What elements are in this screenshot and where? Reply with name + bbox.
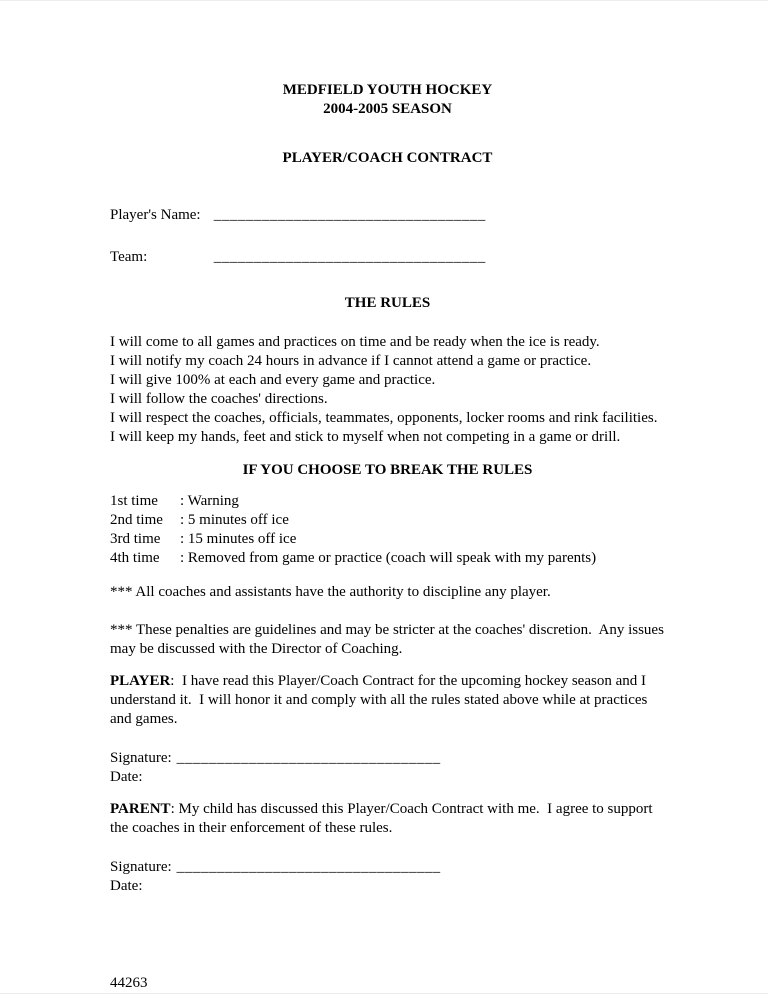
penalty-time: 4th time <box>110 550 160 566</box>
parent-agreement-paragraph <box>110 800 665 838</box>
penalty-desc: : Warning <box>180 493 239 509</box>
parent-date-label: Date: <box>110 878 143 894</box>
penalty-time: 1st time <box>110 493 158 509</box>
player-agreement-paragraph <box>110 672 665 729</box>
parent-signature-row <box>110 858 665 877</box>
parent-agreement-text: : My child has discussed this Player/Coach Contract with me. I agree to support the coaches in their enforcement of these rules. <box>110 801 657 836</box>
note-guidelines: *** These penalties are guidelines and may be stricter at the coaches' discretion. Any issues may be discussed with the Director of Coaching. <box>110 622 668 657</box>
parent-signature-block <box>110 858 665 896</box>
penalty-row <box>110 549 665 568</box>
penalty-time: 2nd time <box>110 512 163 528</box>
document-title-line1: MEDFIELD YOUTH HOCKEY <box>282 82 493 98</box>
rule-line: I will follow the coaches' directions. <box>110 391 328 407</box>
parent-label: PARENT <box>110 801 171 817</box>
player-date-label: Date: <box>110 769 143 785</box>
document-subtitle: PLAYER/COACH CONTRACT <box>282 150 493 166</box>
player-agreement-text: : I have read this Player/Coach Contract for the upcoming hockey season and I understand it. I will honor it and comply with all the rules stated above while at practices and games. <box>110 673 652 727</box>
penalty-time: 3rd time <box>110 531 161 547</box>
player-signature-label: Signature: <box>110 750 172 766</box>
team-blank-line: __________________________________ <box>213 249 486 265</box>
document-title-line2: 2004-2005 SEASON <box>323 101 452 117</box>
penalties-list <box>110 492 665 568</box>
fields-section <box>110 206 665 267</box>
document-title-block <box>110 81 665 119</box>
document-number: 44263 <box>110 975 148 991</box>
break-rules-heading: IF YOU CHOOSE TO BREAK THE RULES <box>242 462 533 478</box>
parent-signature-line: _________________________________ <box>176 859 441 875</box>
team-label: Team: <box>110 249 148 265</box>
team-field <box>110 248 665 267</box>
rule-line: I will keep my hands, feet and stick to myself when not competing in a game or drill. <box>110 429 621 445</box>
rule-line: I will notify my coach 24 hours in advance if I cannot attend a game or practice. <box>110 353 592 369</box>
player-signature-row <box>110 749 665 768</box>
penalty-desc: : 5 minutes off ice <box>180 512 289 528</box>
contract-content <box>110 81 668 993</box>
parent-signature-label: Signature: <box>110 859 172 875</box>
player-label: PLAYER <box>110 673 171 689</box>
rule-line: I will give 100% at each and every game and practice. <box>110 372 436 388</box>
player-name-label: Player's Name: <box>110 207 201 223</box>
note-discipline: *** All coaches and assistants have the authority to discipline any player. <box>110 584 551 600</box>
notes-section <box>110 583 668 659</box>
penalty-desc: : 15 minutes off ice <box>180 531 297 547</box>
penalty-row <box>110 511 665 530</box>
rule-line: I will respect the coaches, officials, teammates, opponents, locker rooms and rink facilities. <box>110 410 658 426</box>
player-signature-line: _________________________________ <box>176 750 441 766</box>
rule-line: I will come to all games and practices on time and be ready when the ice is ready. <box>110 334 600 350</box>
player-name-blank-line: __________________________________ <box>213 207 486 223</box>
penalty-row <box>110 530 665 549</box>
rules-heading: THE RULES <box>344 295 431 311</box>
player-name-field <box>110 206 665 225</box>
penalty-row <box>110 492 665 511</box>
penalty-desc: : Removed from game or practice (coach will speak with my parents) <box>180 550 597 566</box>
rules-list <box>110 333 665 447</box>
player-signature-block <box>110 749 665 787</box>
